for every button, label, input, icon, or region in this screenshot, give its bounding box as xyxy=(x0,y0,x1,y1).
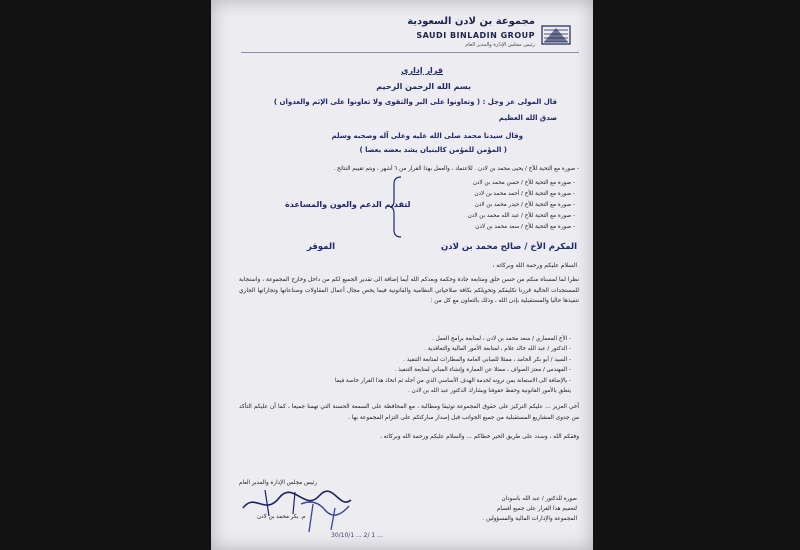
hadith-text: ( المؤمن للمؤمن كالبنيان يشد بعضه بعضا ) xyxy=(359,146,507,154)
verse-closing: صدق الله العظيم xyxy=(498,114,557,122)
company-logo-icon xyxy=(541,24,571,46)
body-paragraph: أخي العزيز ... عليكم التركيز على حقوق المجموعة توثيقا ومطالبة ، مع المحافظة على السمعة الحسنة التي تهمنا جميعا ، كما أن عليكم التأكد من جدوى المشاريع المستقبلية من جميع الجوانب قبل إصدار مباركتكم على التزام المجموعة بها . xyxy=(239,404,579,421)
cc-item: - صورة مع التحية للأخ / أحمد محمد بن لادن xyxy=(474,191,575,197)
addressee: المكرم الأخ / صالح محمد بن لادن xyxy=(441,242,577,252)
assignee-item: - الدكتور / عبد الله خالد علام ، لمتابعة الأمور المالية والتعاقدية . xyxy=(424,346,571,353)
assignee-item: - الأخ المعماري / سعد محمد بن لادن ، لمتابعة برامج العمل . xyxy=(432,336,571,342)
assignee-item: يتعلق بالأمور القانونية وحفظ حقوقنا ويشارك الدكتور عبد الله بن لادن . xyxy=(408,388,571,395)
copy-line: صورة للدكتور / عبد الله باسودان xyxy=(501,496,577,502)
document-page xyxy=(211,0,593,550)
assignee-item: - بالإضافة الى الاستعانة بمن ترونه لخدمة الهدف الأساسي الذي من أجله تم اتخاذ هذا القرار خاصة فيما xyxy=(334,377,571,384)
cc-approval-line: - صورة مع التحية للأخ / يحيى محمد بن لادن . للاعتماد ، والعمل بهذا القرار من ٦ أشهر ، ويتم تقييم النتائج . xyxy=(333,166,579,172)
greeting: السلام عليكم ورحمة الله وبركاته ، xyxy=(492,262,577,269)
honorific: الموقر xyxy=(307,242,335,252)
cc-item: - صورة مع التحية للأخ / حسن محمد بن لادن xyxy=(472,180,575,186)
company-name-arabic: مجموعة بن لادن السعودية xyxy=(407,16,535,27)
header-divider xyxy=(241,52,579,53)
assignee-item: - المهندس / معتز الصواف ، ممثلا عن العمارة وإنشاء المباني لمتابعة التنفيذ . xyxy=(394,367,571,374)
cc-item: - صورة مع التحية للأخ / حيدر محمد بن لادن xyxy=(474,202,575,208)
closing-paragraph: وفقكم الله ، وسدد على طريق الخير خطاكم ... والسلام عليكم ورحمة الله وبركاته ، xyxy=(379,434,579,440)
assignee-list xyxy=(241,334,571,396)
assignee-item: - السيد / أبو بكر الحامد ، ممثلا للمباني العامة والمطارات لمتابعة التنفيذ . xyxy=(403,356,571,363)
copy-to-block xyxy=(427,494,577,524)
signatory-name: م. بكر محمد بن لادن xyxy=(257,514,306,520)
quran-verse: قال المولى عز وجل : ( وتعاونوا على البر والتقوى ولا تعاونوا على الإثم والعدوان ) xyxy=(273,98,557,106)
hadith-intro: وقال سيدنا محمد صلى الله عليه وعلى آله وصحبه وسلم xyxy=(331,132,523,140)
signatory-title: رئيس مجلس الإدارة والمدير العام xyxy=(239,480,318,486)
body-paragraph: نظرا لما لمسناه منكم من حسن خلق ومتابعة جادة وحكمة وبعدكم الله أيما إضافة الى تقدير الجميع لكم من داخل وخارج المجموعة ، واستجابة للمستجدات الحالية قررنا تكليفكم وتخويلكم بكافة صلاحياتي النظامية والقانونية فيما يخص مجال أعمال المقاولات وصناعاتها وتجاراتها الجاري تنفيذها حاليا والمستقبلية بإذن الله ، وذلك بالتعاون مع كل من : xyxy=(239,277,579,305)
cc-item: - صورة مع التحية للأخ / عبد الله محمد بن لادن xyxy=(467,213,575,219)
copy-line: المجموعة والإدارات المالية والمسؤولين . xyxy=(482,516,577,522)
cc-item: - صورة مع التحية للأخ / سعد محمد بن لادن xyxy=(475,224,575,230)
company-name-english: SAUDI BINLADIN GROUP xyxy=(416,31,535,40)
support-note: لتقديم الدعم والعون والمساعدة xyxy=(285,200,411,209)
copy-line: لتعميم هذا القرار على جميع أقسام xyxy=(496,506,577,512)
document-title: قرار إداري xyxy=(401,66,443,75)
header-subtitle: رئيس مجلس الإدارة والمدير العام xyxy=(465,42,535,48)
handwritten-date: 30/10/1 ... 2/ 1 ... xyxy=(331,532,383,539)
basmala: بسم الله الرحمن الرحيم xyxy=(376,82,471,91)
